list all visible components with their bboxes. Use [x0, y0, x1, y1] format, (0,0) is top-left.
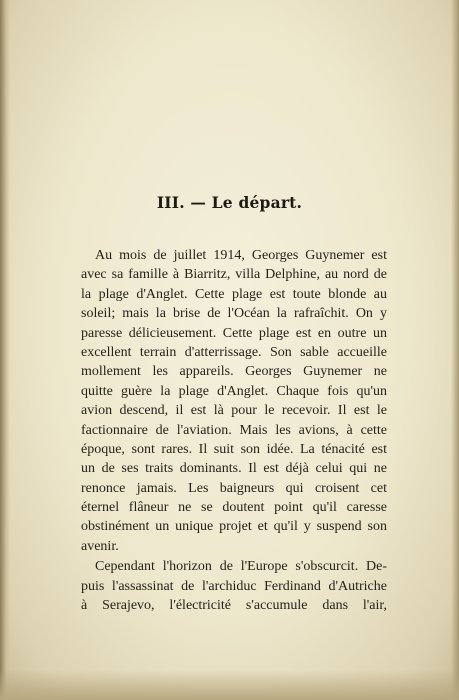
page-bottom-edge: [0, 670, 459, 700]
text-line: puis l'assassinat de l'archiduc Ferdinand d'Autriche: [81, 578, 387, 594]
text-line: obstinément un unique projet et qu'il y suspend son: [81, 519, 387, 535]
text-line: excellent terrain d'atterrissage. Son sable accueille: [81, 344, 387, 360]
text-line: Cependant l'horizon de l'Europe s'obscurcit. De-: [95, 559, 387, 575]
text-line: éternel flâneur ne se doutent point qu'il caresse: [81, 500, 387, 516]
text-line: soleil; mais la brise de l'Océan la rafraîchit. On y: [81, 306, 387, 322]
paragraph-1: [81, 246, 387, 556]
text-line: avenir.: [81, 538, 119, 554]
chapter-title: III. — Le départ.: [156, 193, 303, 212]
text-line: factionnaire de l'aviation. Mais les avions, à cette: [81, 422, 387, 438]
text-line: la plage d'Anglet. Cette plage est toute blonde au: [81, 286, 387, 302]
page-left-edge: [0, 0, 10, 700]
body-text: [81, 246, 387, 615]
text-line: quitte guère la plage d'Anglet. Chaque fois qu'un: [81, 383, 387, 399]
text-line: Au mois de juillet 1914, Georges Guynemer est: [95, 248, 387, 263]
text-line: époque, sont rares. Il suit son idée. La ténacité est: [81, 441, 387, 457]
text-line: mollement les appareils. Georges Guynemer ne: [81, 364, 387, 380]
paragraph-2: [81, 557, 387, 615]
text-line: avion descend, il est là pour le recevoir. Il est le: [81, 403, 387, 419]
text-line: un de ses traits dominants. Il est déjà celui qui ne: [81, 461, 387, 477]
page-right-edge: [451, 0, 459, 700]
text-line: paresse délicieusement. Cette plage est en outre un: [81, 325, 387, 341]
text-line: à Serajevo, l'électricité s'accumule dans l'air,: [81, 598, 387, 614]
text-line: renonce jamais. Les baigneurs qui croisent cet: [81, 480, 387, 496]
text-line: avec sa famille à Biarritz, villa Delphine, au nord de: [81, 267, 387, 283]
